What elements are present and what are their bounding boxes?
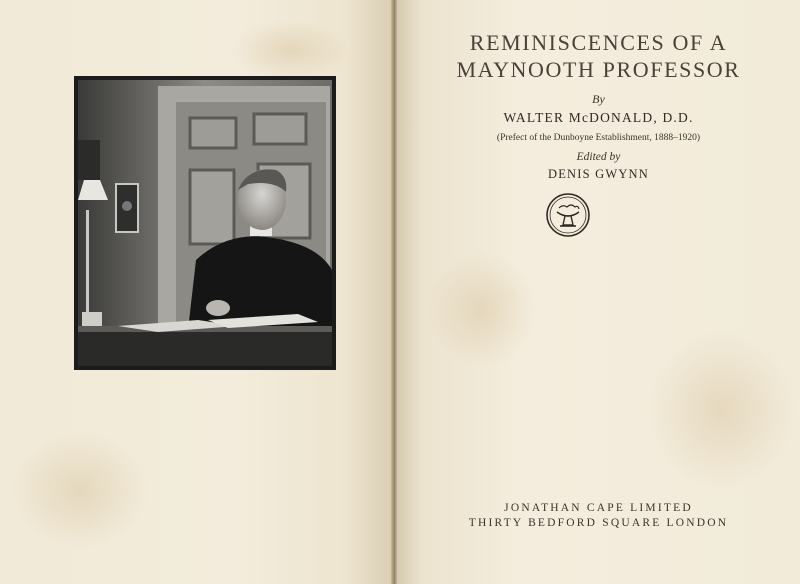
author-note: (Prefect of the Dunboyne Establishment, 1888–1920): [496, 133, 701, 143]
publisher-address: THIRTY BEDFORD SQUARE LONDON: [468, 517, 729, 529]
frontispiece-photo: [74, 76, 336, 370]
editor-name: DENIS GWYNN: [547, 167, 650, 181]
author-name: WALTER McDONALD, D.D.: [503, 110, 694, 125]
publisher-name: JONATHAN CAPE LIMITED: [504, 502, 693, 514]
book-title-line-1: REMINISCENCES OF A: [469, 30, 728, 55]
book-title-line-2: MAYNOOTH PROFESSOR: [456, 57, 741, 82]
by-label: By: [592, 92, 605, 106]
edited-by-label: Edited by: [576, 151, 621, 163]
portrait-photograph: [78, 80, 332, 366]
urn-emblem-icon: [545, 192, 591, 238]
right-page: [397, 0, 800, 584]
left-page: [0, 0, 393, 584]
